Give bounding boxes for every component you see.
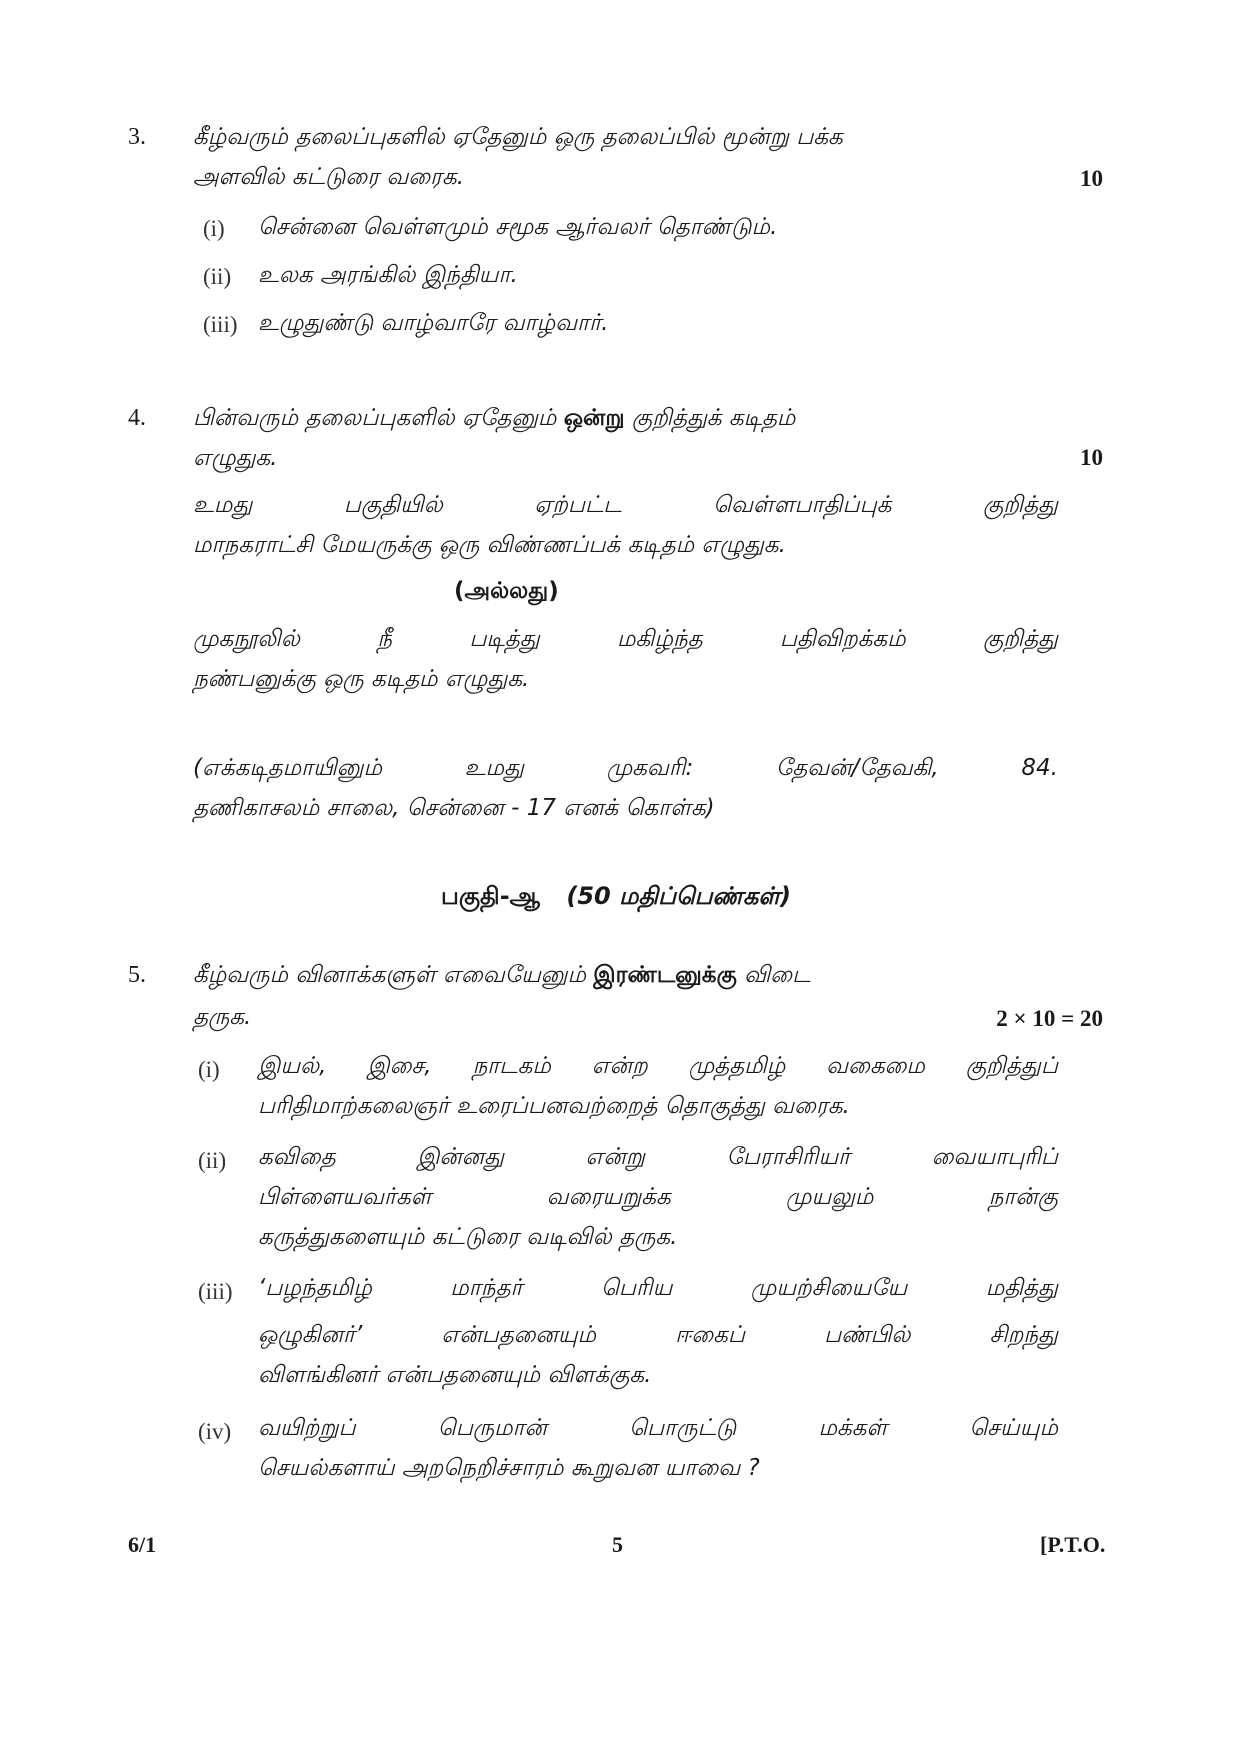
q5-item-line: ஒழுகினர்’ என்பதனையும் ஈகைப் பண்பில் சிறந்து [258, 1322, 1058, 1348]
q5-item-label: (iii) [198, 1279, 233, 1304]
q3-item-label: (iii) [203, 312, 238, 337]
q3-item-text: சென்னை வெள்ளமும் சமூக ஆர்வலர் தொண்டும். [258, 214, 778, 240]
q3-item-text: உலக அரங்கில் இந்தியா. [258, 262, 518, 288]
q3-item-label: (i) [203, 216, 225, 241]
q5-text-part: கீழ்வரும் வினாக்களுள் எவையேனும் [193, 962, 586, 988]
q5-item-line: பிள்ளையவர்கள் வரையறுக்க முயலும் நான்கு [258, 1184, 1058, 1210]
q4-text-part: பின்வரும் தலைப்புகளில் ஏதேனும் [193, 405, 557, 431]
page-number: 5 [612, 1532, 623, 1557]
q5-bold-word: இரண்டனுக்கு [593, 962, 737, 988]
q5-item-line: இயல், இசை, நாடகம் என்ற முத்தமிழ் வகைமை குறித்துப் [258, 1053, 1058, 1079]
q4-address-note-line1: (எக்கடிதமாயினும் உமது முகவரி: தேவன்/தேவகி, 84. [193, 755, 1058, 781]
q4-bold-word: ஒன்று [563, 405, 625, 431]
q4-option2-line2: நண்பனுக்கு ஒரு கடிதம் எழுதுக. [193, 666, 530, 692]
q3-text-line1: கீழ்வரும் தலைப்புகளில் ஏதேனும் ஒரு தலைப்பில் மூன்று பக்க [193, 124, 843, 150]
pto-label: [P.T.O. [1040, 1532, 1106, 1557]
q5-item-line: ‘பழந்தமிழ் மாந்தர் பெரிய முயற்சியையே மதித்து [258, 1275, 1058, 1301]
q5-item-line: கருத்துகளையும் கட்டுரை வடிவில் தருக. [258, 1224, 678, 1250]
q5-number: 5. [128, 962, 146, 988]
q4-marks: 10 [1080, 445, 1103, 470]
q5-text-line2: தருக. [193, 1004, 252, 1030]
q4-or-label: (அல்லது) [454, 578, 559, 604]
q5-item-line: பரிதிமாற்கலைஞர் உரைப்பனவற்றைத் தொகுத்து வரைக. [258, 1093, 850, 1119]
q5-item-line: வயிற்றுப் பெருமான் பொருட்டு மக்கள் செய்யும் [258, 1415, 1058, 1441]
q4-number: 4. [128, 405, 146, 431]
q4-option1-line2: மாநகராட்சி மேயருக்கு ஒரு விண்ணப்பக் கடிதம் எழுதுக. [193, 532, 786, 558]
q4-text-part: குறித்துக் கடிதம் [631, 405, 796, 431]
q4-option2-line1: முகநூலில் நீ படித்து மகிழ்ந்த பதிவிறக்கம் குறித்து [193, 626, 1058, 652]
q5-item-line: விளங்கினர் என்பதனையும் விளக்குக. [258, 1362, 652, 1388]
q3-text-line2: அளவில் கட்டுரை வரைக. [193, 164, 465, 190]
section-title: பகுதி-ஆ [441, 882, 541, 910]
q3-number: 3. [128, 124, 146, 150]
q5-item-label: (iv) [198, 1419, 232, 1444]
section-subtitle: (50 மதிப்பெண்கள்) [566, 882, 792, 910]
q3-marks: 10 [1080, 166, 1103, 191]
q3-item-label: (ii) [203, 264, 232, 289]
q4-address-note-line2: தணிகாசலம் சாலை, சென்னை - 17 எனக் கொள்க) [193, 795, 715, 821]
q5-marks: 2 × 10 = 20 [996, 1006, 1103, 1031]
q3-item-text: உழுதுண்டு வாழ்வாரே வாழ்வார். [258, 310, 609, 336]
q5-item-line: கவிதை இன்னது என்று பேராசிரியர் வையாபுரிப் [258, 1144, 1058, 1170]
paper-code: 6/1 [128, 1532, 157, 1557]
q5-text-line1 [193, 962, 810, 991]
q4-text-line1 [193, 405, 795, 434]
q5-item-label: (ii) [198, 1148, 227, 1173]
q5-text-part: விடை [744, 962, 811, 988]
q5-item-line: செயல்களாய் அறநெறிச்சாரம் கூறுவன யாவை ? [258, 1455, 760, 1481]
q4-text-line2: எழுதுக. [193, 445, 278, 471]
q4-option1-line1: உமது பகுதியில் ஏற்பட்ட வெள்ளபாதிப்புக் குறித்து [193, 492, 1058, 518]
section-heading [441, 882, 791, 913]
q5-item-label: (i) [198, 1057, 220, 1082]
